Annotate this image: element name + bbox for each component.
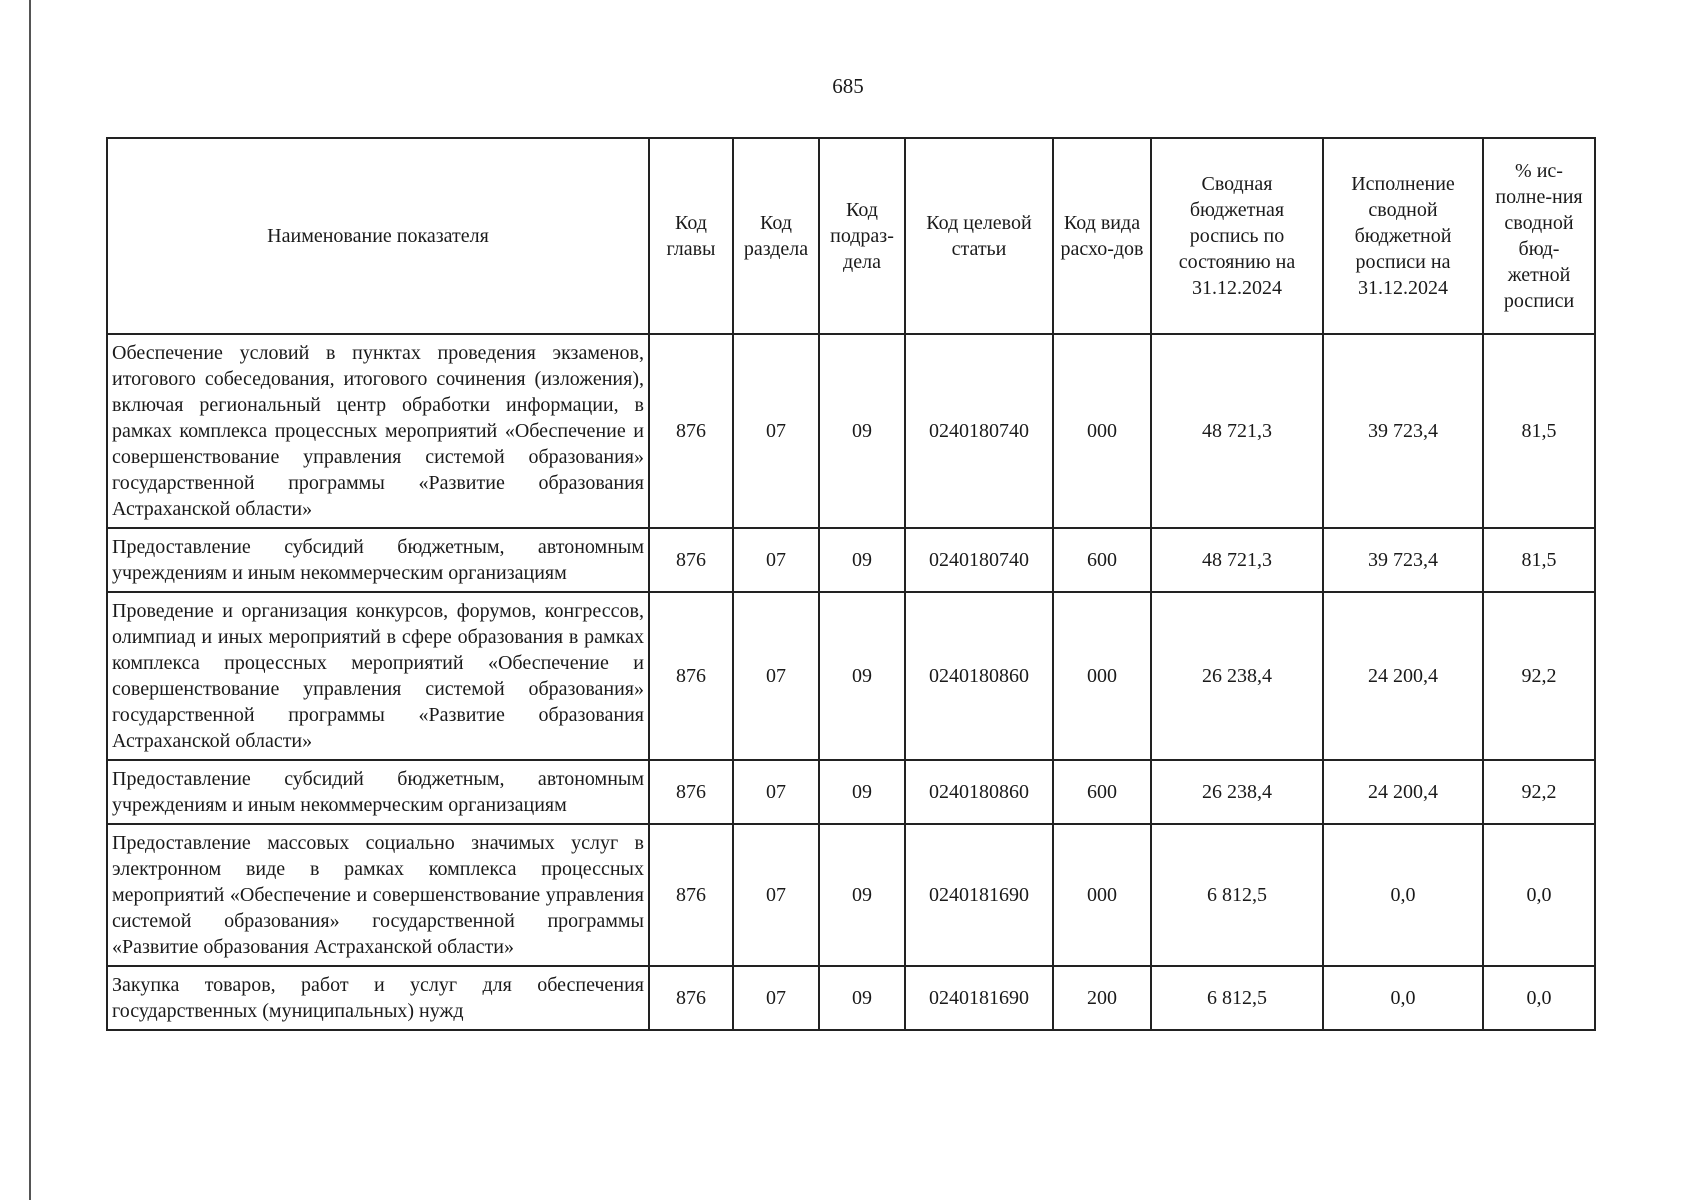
cell-podrazdel: 09	[819, 966, 905, 1030]
cell-rospis: 6 812,5	[1151, 966, 1323, 1030]
table-row	[107, 592, 1595, 760]
table-row	[107, 528, 1595, 592]
table-row	[107, 760, 1595, 824]
cell-razdel: 07	[733, 334, 819, 528]
cell-rospis: 48 721,3	[1151, 528, 1323, 592]
cell-rospis: 26 238,4	[1151, 760, 1323, 824]
cell-vid: 600	[1053, 760, 1151, 824]
cell-tselevaya: 0240180860	[905, 760, 1053, 824]
cell-razdel: 07	[733, 528, 819, 592]
table-row	[107, 966, 1595, 1030]
cell-percent: 92,2	[1483, 760, 1595, 824]
cell-tselevaya: 0240180740	[905, 334, 1053, 528]
cell-tselevaya: 0240180740	[905, 528, 1053, 592]
cell-name: Предоставление массовых социально значимых услуг в электронном виде в рамках комплекса процессных мероприятий «Обеспечение и совершенствование управления системой образования» государственной программы «Развитие образования Астраханской области»	[107, 824, 649, 966]
cell-podrazdel: 09	[819, 592, 905, 760]
header-razdel: Код раздела	[733, 138, 819, 334]
cell-vid: 000	[1053, 334, 1151, 528]
header-tselevaya: Код целевой статьи	[905, 138, 1053, 334]
cell-ispolnenie: 39 723,4	[1323, 334, 1483, 528]
cell-glava: 876	[649, 528, 733, 592]
cell-percent: 92,2	[1483, 592, 1595, 760]
cell-percent: 81,5	[1483, 334, 1595, 528]
cell-name: Закупка товаров, работ и услуг для обеспечения государственных (муниципальных) нужд	[107, 966, 649, 1030]
cell-razdel: 07	[733, 592, 819, 760]
budget-table	[106, 137, 1596, 1031]
cell-ispolnenie: 39 723,4	[1323, 528, 1483, 592]
cell-ispolnenie: 0,0	[1323, 824, 1483, 966]
table-row	[107, 334, 1595, 528]
header-rospis: Сводная бюджетная роспись по состоянию на 31.12.2024	[1151, 138, 1323, 334]
cell-rospis: 48 721,3	[1151, 334, 1323, 528]
cell-tselevaya: 0240180860	[905, 592, 1053, 760]
cell-razdel: 07	[733, 966, 819, 1030]
page-number: 685	[832, 74, 864, 98]
cell-rospis: 26 238,4	[1151, 592, 1323, 760]
cell-podrazdel: 09	[819, 528, 905, 592]
cell-name: Обеспечение условий в пунктах проведения экзаменов, итогового собеседования, итогового сочинения (изложения), включая региональный центр обработки информации, в рамках комплекса процессных мероприятий «Обеспечение и совершенствование управления системой образования» государственной программы «Развитие образования Астраханской области»	[107, 334, 649, 528]
header-podrazdel: Код подраз-дела	[819, 138, 905, 334]
cell-name: Предоставление субсидий бюджетным, автономным учреждениям и иным некоммерческим организациям	[107, 760, 649, 824]
cell-percent: 81,5	[1483, 528, 1595, 592]
cell-ispolnenie: 24 200,4	[1323, 592, 1483, 760]
table-header-row	[107, 138, 1595, 334]
cell-name: Проведение и организация конкурсов, форумов, конгрессов, олимпиад и иных мероприятий в сфере образования в рамках комплекса процессных мероприятий «Обеспечение и совершенствование управления системой образования» государственной программы «Развитие образования Астраханской области»	[107, 592, 649, 760]
cell-percent: 0,0	[1483, 966, 1595, 1030]
cell-vid: 200	[1053, 966, 1151, 1030]
cell-glava: 876	[649, 760, 733, 824]
page-margin-rule	[29, 0, 31, 1200]
header-percent: % ис-полне-ния сводной бюд-жетной росписи	[1483, 138, 1595, 334]
cell-glava: 876	[649, 966, 733, 1030]
cell-rospis: 6 812,5	[1151, 824, 1323, 966]
cell-percent: 0,0	[1483, 824, 1595, 966]
table-row	[107, 824, 1595, 966]
cell-podrazdel: 09	[819, 334, 905, 528]
cell-vid: 600	[1053, 528, 1151, 592]
header-glava: Код главы	[649, 138, 733, 334]
cell-glava: 876	[649, 334, 733, 528]
cell-razdel: 07	[733, 824, 819, 966]
cell-podrazdel: 09	[819, 760, 905, 824]
cell-tselevaya: 0240181690	[905, 966, 1053, 1030]
header-ispolnenie: Исполнение сводной бюджетной росписи на 31.12.2024	[1323, 138, 1483, 334]
header-vid: Код вида расхо-дов	[1053, 138, 1151, 334]
cell-vid: 000	[1053, 824, 1151, 966]
cell-glava: 876	[649, 824, 733, 966]
cell-podrazdel: 09	[819, 824, 905, 966]
cell-ispolnenie: 0,0	[1323, 966, 1483, 1030]
header-name: Наименование показателя	[107, 138, 649, 334]
cell-name: Предоставление субсидий бюджетным, автономным учреждениям и иным некоммерческим организациям	[107, 528, 649, 592]
cell-glava: 876	[649, 592, 733, 760]
cell-tselevaya: 0240181690	[905, 824, 1053, 966]
cell-ispolnenie: 24 200,4	[1323, 760, 1483, 824]
cell-vid: 000	[1053, 592, 1151, 760]
cell-razdel: 07	[733, 760, 819, 824]
